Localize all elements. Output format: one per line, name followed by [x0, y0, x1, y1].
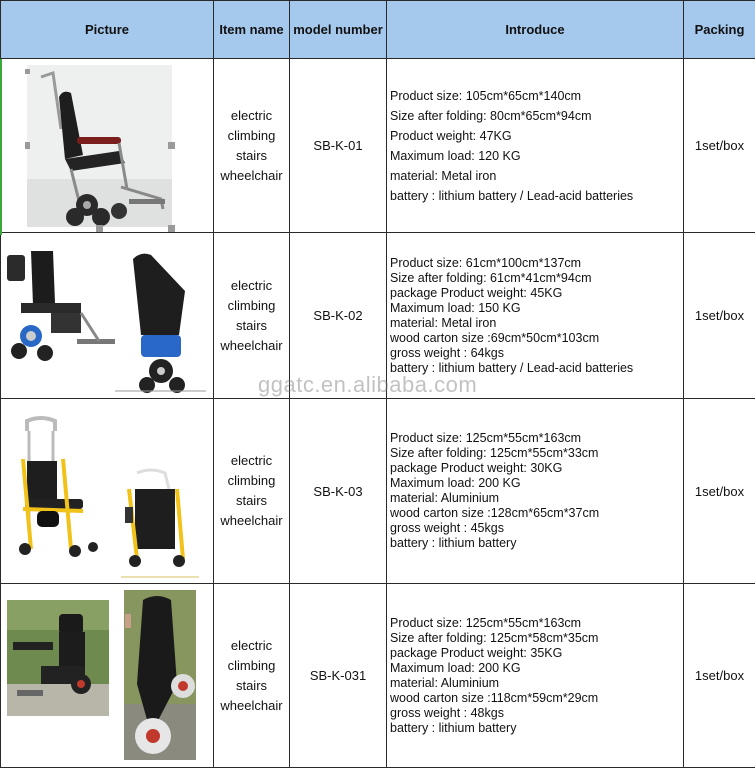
wheelchair-photo-sb-k-03[interactable] [1, 399, 214, 583]
spec-line: Size after folding: 61cm*41cm*94cm [390, 270, 592, 285]
spec-line: material: Aluminium [390, 675, 500, 690]
spec-line: gross weight : 48kgs [390, 705, 504, 720]
spec-line: Size after folding: 125cm*58cm*35cm [390, 630, 599, 645]
packing-cell: 1set/box [684, 233, 755, 399]
spec-line: Maximum load: 200 KG [390, 660, 521, 675]
item-name-line: wheelchair [220, 697, 283, 713]
product-picture-cell [1, 233, 214, 399]
spec-line: battery : lithium battery / Lead-acid batteries [390, 188, 634, 203]
product-picture-cell [1, 59, 214, 233]
spec-line: Product size: 61cm*100cm*137cm [390, 255, 582, 270]
item-name-line: wheelchair [220, 167, 283, 183]
header-model-number: model number [290, 1, 387, 59]
packing-cell: 1set/box [684, 399, 755, 584]
item-name-line: climbing [227, 297, 276, 313]
header-introduce: Introduce [387, 1, 684, 59]
spec-line: wood carton size :128cm*65cm*37cm [390, 506, 600, 520]
item-name-line: wheelchair [220, 337, 283, 353]
model-number-cell: SB-K-03 [290, 399, 387, 584]
spec-line: Maximum load: 200 KG [390, 476, 521, 490]
wheelchair-photo-sb-k-031[interactable] [1, 584, 214, 767]
spec-line: battery : lithium battery [390, 536, 517, 550]
item-name-line: electric [230, 453, 273, 468]
header-picture: Picture [1, 1, 214, 59]
item-name-line: stairs [235, 317, 268, 333]
spec-line: battery : lithium battery [390, 720, 517, 735]
introduce-cell [387, 399, 684, 584]
spec-line: gross weight : 45kgs [390, 521, 504, 535]
item-name-line: stairs [235, 677, 268, 693]
product-picture-cell [1, 399, 214, 584]
table-row [1, 399, 755, 584]
model-number-cell: SB-K-02 [290, 233, 387, 399]
product-picture-cell [1, 584, 214, 768]
spec-line: package Product weight: 30KG [390, 461, 563, 475]
packing-cell: 1set/box [684, 584, 755, 768]
item-name-line: climbing [227, 473, 276, 488]
item-name-line: electric [230, 637, 273, 653]
item-name-line: climbing [227, 127, 276, 143]
wheelchair-photo-sb-k-01[interactable] [1, 59, 214, 232]
item-name-cell [214, 584, 290, 768]
item-name-line: stairs [235, 147, 268, 163]
spec-line: Product weight: 47KG [390, 128, 512, 143]
spec-line: Maximum load: 120 KG [390, 148, 521, 163]
spec-line: Product size: 105cm*65cm*140cm [390, 88, 582, 103]
item-name-cell [214, 399, 290, 584]
spec-line: gross weight : 64kgs [390, 345, 504, 360]
spec-line: wood carton size :118cm*59cm*29cm [390, 690, 599, 705]
table-row [1, 584, 755, 768]
spec-line: material: Metal iron [390, 315, 497, 330]
spec-line: package Product weight: 45KG [390, 285, 563, 300]
spec-line: wood carton size :69cm*50cm*103cm [390, 330, 600, 345]
cell-selection-marker [0, 59, 2, 235]
packing-cell: 1set/box [684, 59, 755, 233]
spec-line: material: Aluminium [390, 491, 500, 505]
item-name-cell [214, 59, 290, 233]
item-name-line: electric [230, 107, 273, 123]
item-name-line: stairs [235, 493, 268, 508]
spec-line: Maximum load: 150 KG [390, 300, 521, 315]
item-name-line: climbing [227, 657, 276, 673]
header-row [1, 1, 755, 59]
item-name-line: wheelchair [220, 513, 283, 528]
watermark: ggatc.en.alibaba.com [258, 372, 478, 397]
spec-line: package Product weight: 35KG [390, 645, 563, 660]
item-name-line: electric [230, 277, 273, 293]
wheelchair-photo-sb-k-02[interactable] [1, 233, 214, 398]
spec-line: Size after folding: 125cm*55cm*33cm [390, 446, 599, 460]
model-number-cell: SB-K-01 [290, 59, 387, 233]
model-number-cell: SB-K-031 [290, 584, 387, 768]
table-row [1, 59, 755, 233]
spec-line: Size after folding: 80cm*65cm*94cm [390, 108, 592, 123]
introduce-cell [387, 584, 684, 768]
spec-line: Product size: 125cm*55cm*163cm [390, 431, 582, 445]
header-item-name: Item name [214, 1, 290, 59]
spec-line: Product size: 125cm*55cm*163cm [390, 615, 582, 630]
header-packing: Packing [684, 1, 755, 59]
introduce-cell [387, 59, 684, 233]
spec-line: material: Metal iron [390, 168, 497, 183]
spec-line: battery : lithium battery / Lead-acid batteries [390, 360, 634, 375]
